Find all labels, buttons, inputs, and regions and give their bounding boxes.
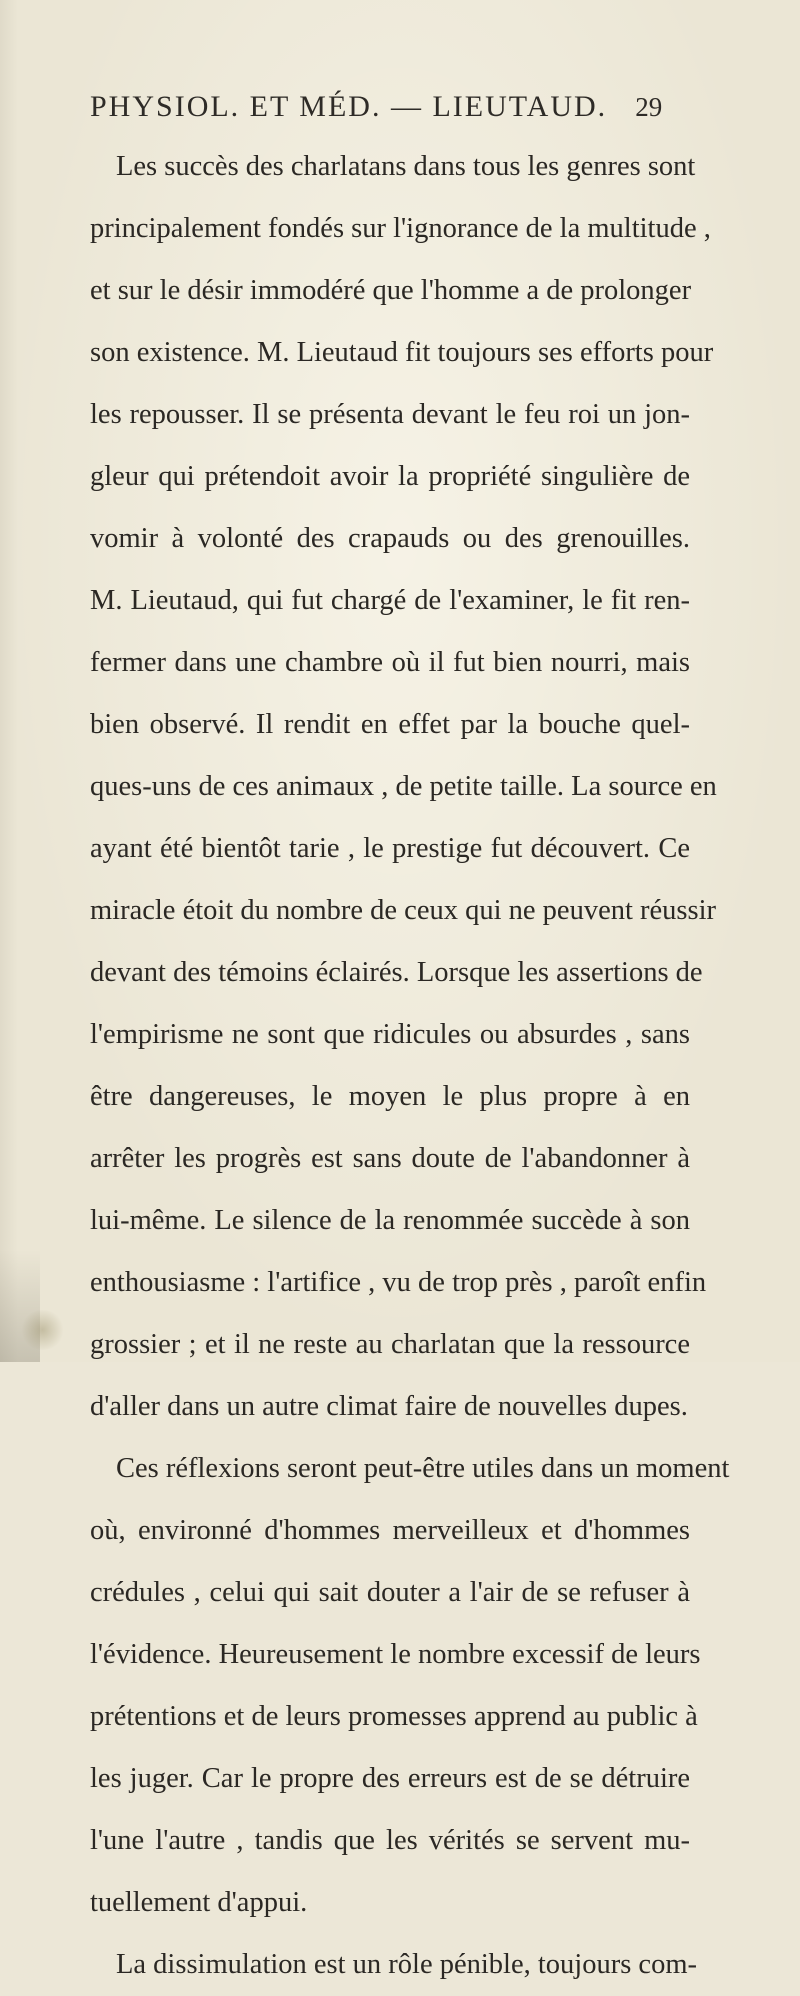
text-line: La dissimulation est un rôle pénible, toujours com- (116, 1949, 697, 1980)
page-header (90, 90, 690, 140)
text-line: les repousser. Il se présenta devant le feu roi un jon- (90, 399, 690, 430)
text-line: bien observé. Il rendit en effet par la bouche quel- (90, 709, 690, 740)
text-line: principalement fondés sur l'ignorance de la multitude , (90, 213, 711, 244)
page-number: 29 (635, 92, 663, 122)
text-line: et sur le désir immodéré que l'homme a de prolonger (90, 275, 692, 306)
running-head: PHYSIOL. ET MÉD. — LIEUTAUD. (90, 90, 608, 123)
text-line: d'aller dans un autre climat faire de nouvelles dupes. (90, 1391, 688, 1422)
text-line: crédules , celui qui sait douter a l'air de se refuser à (90, 1577, 690, 1608)
text-line: les juger. Car le propre des erreurs est de se détruire (90, 1763, 690, 1794)
text-line: prétentions et de leurs promesses apprend au public à (90, 1701, 698, 1732)
text-line: ayant été bientôt tarie , le prestige fut découvert. Ce (90, 833, 690, 864)
text-line: l'évidence. Heureusement le nombre excessif de leurs (90, 1639, 701, 1670)
text-line: son existence. M. Lieutaud fit toujours ses efforts pour (90, 337, 714, 368)
text-line: Ces réflexions seront peut-être utiles dans un moment (116, 1453, 730, 1484)
text-line: être dangereuses, le moyen le plus propre à en (90, 1081, 690, 1112)
text-line: l'empirisme ne sont que ridicules ou absurdes , sans (90, 1019, 690, 1050)
text-line: l'une l'autre , tandis que les vérités se servent mu- (90, 1825, 690, 1856)
text-line: grossier ; et il ne reste au charlatan que la ressource (90, 1329, 690, 1360)
text-line: devant des témoins éclairés. Lorsque les assertions de (90, 957, 703, 988)
text-line: M. Lieutaud, qui fut chargé de l'examiner, le fit ren- (90, 585, 690, 616)
text-line: où, environné d'hommes merveilleux et d'hommes (90, 1515, 690, 1546)
text-line: gleur qui prétendoit avoir la propriété singulière de (90, 461, 690, 492)
text-line: vomir à volonté des crapauds ou des grenouilles. (90, 523, 690, 554)
text-line: tuellement d'appui. (90, 1887, 308, 1918)
paper-stain (20, 1310, 65, 1350)
text-line: fermer dans une chambre où il fut bien nourri, mais (90, 647, 690, 678)
text-line: Les succès des charlatans dans tous les genres sont (116, 151, 696, 182)
text-line: enthousiasme : l'artifice , vu de trop près , paroît enfin (90, 1267, 707, 1298)
text-line: ques-uns de ces animaux , de petite taille. La source en (90, 771, 717, 802)
text-line: arrêter les progrès est sans doute de l'abandonner à (90, 1143, 690, 1174)
text-line: miracle étoit du nombre de ceux qui ne peuvent réussir (90, 895, 716, 926)
text-line: lui-même. Le silence de la renommée succède à son (90, 1205, 690, 1236)
body-text (90, 136, 730, 1996)
